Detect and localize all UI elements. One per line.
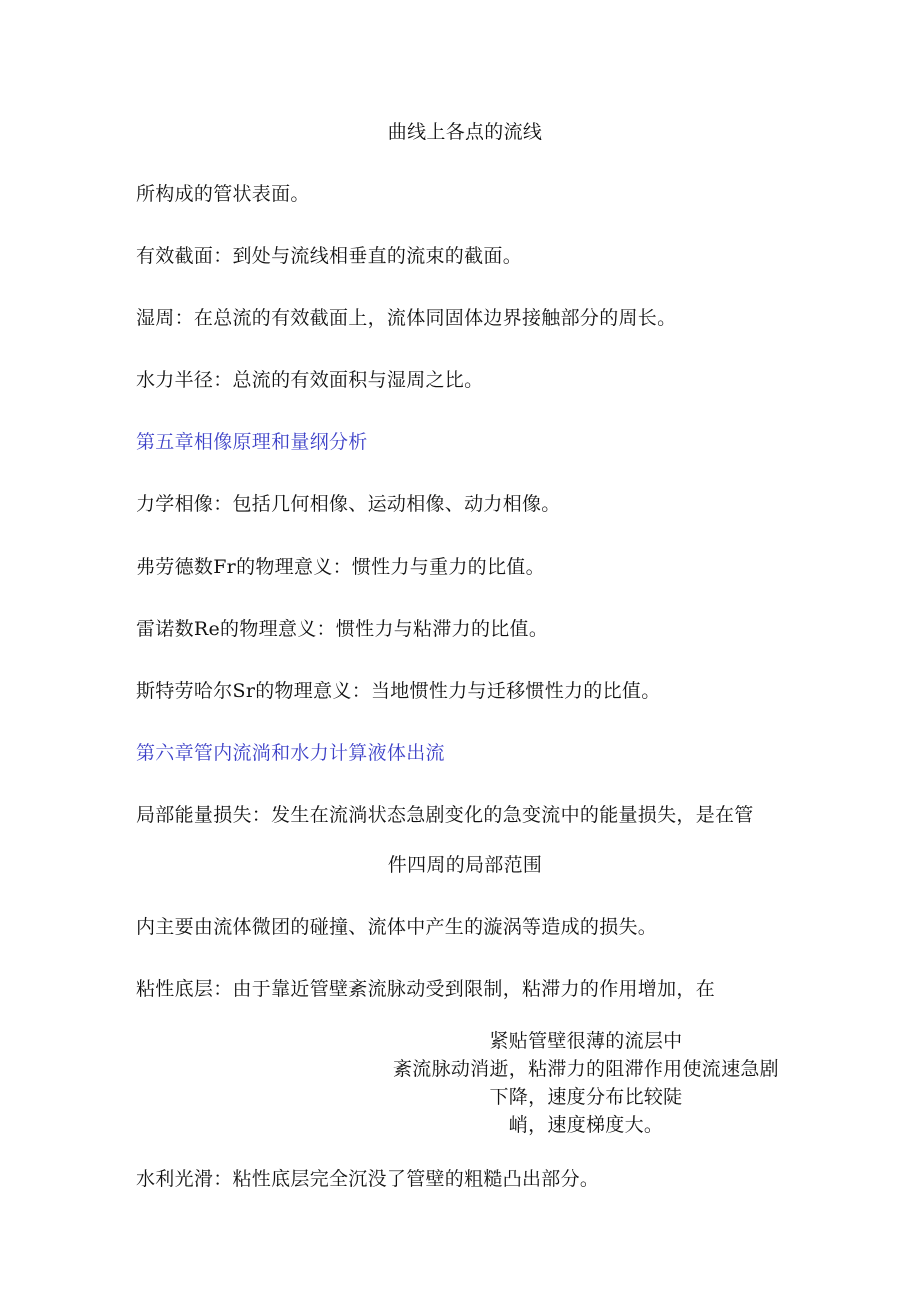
text-line: 所构成的管状表面。 xyxy=(136,183,310,205)
text-line: 内主要由流体微团的碰撞、流体中产生的漩涡等造成的损失。 xyxy=(136,916,658,938)
definition-hydraulically-smooth: 水利光滑：粘性底层完全沉没了管壁的粗糙凸出部分。 xyxy=(136,1168,600,1190)
centered-text-block xyxy=(380,1027,792,1139)
definition-hydraulic-radius: 水力半径：总流的有效面积与湿周之比。 xyxy=(136,369,484,391)
definition-local-loss: 局部能量损失：发生在流淌状态急剧变化的急变流中的能量损失，是在管 xyxy=(136,804,754,826)
definition-wetted-perimeter: 湿周：在总流的有效截面上，流体同固体边界接触部分的周长。 xyxy=(136,307,677,329)
definition-reynolds-number: 雷诺数Re的物理意义：惯性力与粘滞力的比值。 xyxy=(136,618,549,640)
text-line: 峭，速度梯度大。 xyxy=(508,1114,664,1136)
definition-strouhal-number: 斯特劳哈尔Sr的物理意义：当地惯性力与迁移惯性力的比值。 xyxy=(136,680,661,702)
definition-mechanical-similarity: 力学相像：包括几何相像、运动相像、动力相像。 xyxy=(136,493,561,515)
definition-effective-section: 有效截面：到处与流线相垂直的流束的截面。 xyxy=(136,245,523,267)
text-line: 曲线上各点的流线 xyxy=(387,121,543,143)
text-line: 件四周的局部范围 xyxy=(387,854,543,876)
text-line: 下降，速度分布比较陡 xyxy=(489,1086,683,1108)
chapter-5-heading: 第五章相像原理和量纲分析 xyxy=(136,431,368,453)
text-line: 紧贴管壁很薄的流层中 xyxy=(489,1030,683,1052)
text-line: 紊流脉动消逝，粘滞力的阻滞作用使流速急剧 xyxy=(392,1058,779,1080)
definition-viscous-sublayer: 粘性底层：由于靠近管壁紊流脉动受到限制，粘滞力的作用增加，在 xyxy=(136,978,716,1000)
definition-froude-number: 弗劳德数Fr的物理意义：惯性力与重力的比值。 xyxy=(136,556,545,578)
chapter-6-heading: 第六章管内流淌和水力计算液体出流 xyxy=(136,742,445,764)
